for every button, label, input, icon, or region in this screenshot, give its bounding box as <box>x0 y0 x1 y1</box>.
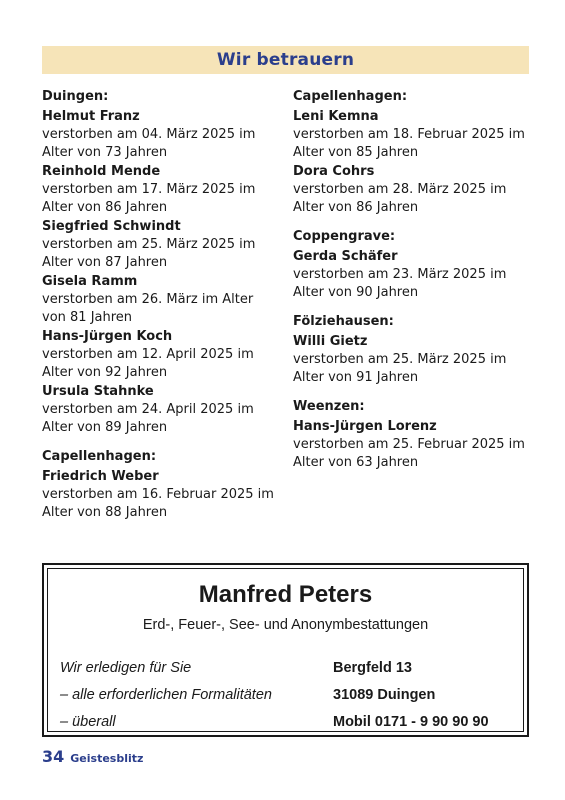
place-heading: Capellenhagen: <box>42 449 157 464</box>
death-detail: verstorben am 12. April 2025 im Alter von 92 Jahren <box>42 347 254 380</box>
ad-city: 31089 Duingen <box>333 687 436 703</box>
place-group <box>293 87 543 217</box>
place-group <box>293 227 543 302</box>
ad-offer-text <box>60 655 272 736</box>
deceased-name: Hans-Jürgen Lorenz <box>293 419 437 434</box>
obituary-entry <box>293 248 543 302</box>
death-detail: verstorben am 16. Februar 2025 im Alter von 88 Jahren <box>42 487 274 520</box>
obituary-entry <box>42 218 292 272</box>
death-detail: verstorben am 18. Februar 2025 im Alter von 85 Jahren <box>293 127 525 160</box>
place-group <box>293 397 543 472</box>
section-title-bar <box>42 46 529 74</box>
place-heading: Capellenhagen: <box>293 89 408 104</box>
deceased-name: Dora Cohrs <box>293 164 375 179</box>
right-column <box>293 87 543 482</box>
page-number: 34 <box>42 747 65 766</box>
deceased-name: Helmut Franz <box>42 109 140 124</box>
deceased-name: Siegfried Schwindt <box>42 219 181 234</box>
ad-offer-line: – alle erforderlichen Formalitäten <box>60 687 272 703</box>
death-detail: verstorben am 04. März 2025 im Alter von 73 Jahren <box>42 127 256 160</box>
death-detail: verstorben am 17. März 2025 im Alter von 86 Jahren <box>42 182 256 215</box>
place-heading: Fölziehausen: <box>293 314 394 329</box>
left-column <box>42 87 292 532</box>
obituary-entry <box>42 328 292 382</box>
deceased-name: Hans-Jürgen Koch <box>42 329 173 344</box>
place-heading: Coppengrave: <box>293 229 396 244</box>
obituary-entry <box>42 163 292 217</box>
death-detail: verstorben am 23. März 2025 im Alter von 90 Jahren <box>293 267 507 300</box>
place-heading: Duingen: <box>42 89 109 104</box>
obituary-entry <box>293 418 543 472</box>
obituary-entry <box>42 108 292 162</box>
publication-name: Geistesblitz <box>70 752 144 765</box>
obituary-entry <box>42 383 292 437</box>
obituary-entry <box>42 468 292 522</box>
place-heading: Weenzen: <box>293 399 365 414</box>
death-detail: verstorben am 25. März 2025 im Alter von 91 Jahren <box>293 352 507 385</box>
ad-contact <box>333 655 489 736</box>
obituary-entry <box>293 108 543 162</box>
deceased-name: Leni Kemna <box>293 109 379 124</box>
funeral-service-ad <box>42 563 529 737</box>
death-detail: verstorben am 25. März 2025 im Alter von 87 Jahren <box>42 237 256 270</box>
death-detail: verstorben am 26. März im Alter von 81 Jahren <box>42 292 254 325</box>
death-detail: verstorben am 24. April 2025 im Alter von 89 Jahren <box>42 402 254 435</box>
ad-inner-frame <box>47 568 524 732</box>
place-group <box>42 87 292 437</box>
place-group <box>293 312 543 387</box>
deceased-name: Willi Gietz <box>293 334 368 349</box>
section-title: Wir betrauern <box>216 50 355 70</box>
ad-phone: Mobil 0171 - 9 90 90 90 <box>333 714 489 730</box>
obituary-entry <box>42 273 292 327</box>
ad-company-name: Manfred Peters <box>198 581 373 608</box>
obituary-entry <box>293 333 543 387</box>
deceased-name: Gerda Schäfer <box>293 249 398 264</box>
death-detail: verstorben am 28. März 2025 im Alter von 86 Jahren <box>293 182 507 215</box>
deceased-name: Reinhold Mende <box>42 164 161 179</box>
place-group <box>42 447 292 522</box>
obituary-entry <box>293 163 543 217</box>
death-detail: verstorben am 25. Februar 2025 im Alter von 63 Jahren <box>293 437 525 470</box>
ad-services: Erd-, Feuer-, See- und Anonymbestattungen <box>142 617 429 633</box>
deceased-name: Ursula Stahnke <box>42 384 154 399</box>
deceased-name: Gisela Ramm <box>42 274 138 289</box>
page-footer <box>42 747 143 766</box>
ad-street: Bergfeld 13 <box>333 660 412 676</box>
ad-offer-line: – überall <box>60 714 116 730</box>
deceased-name: Friedrich Weber <box>42 469 159 484</box>
ad-offer-line: Wir erledigen für Sie <box>60 660 192 676</box>
